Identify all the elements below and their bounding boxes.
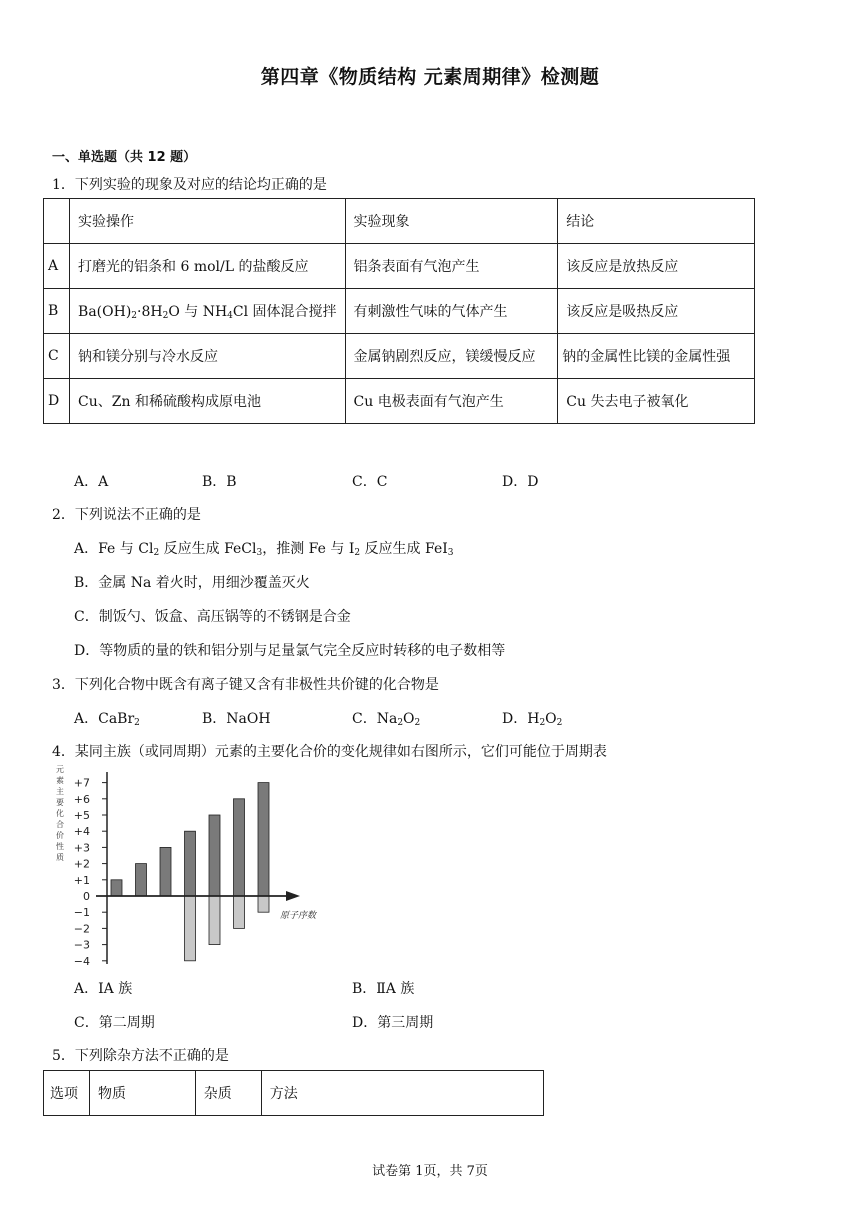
y-tick-label: +3 (73, 841, 90, 855)
y-tick-label: 0 (83, 890, 90, 903)
table-header-cell: 选项 (44, 1071, 90, 1116)
question-1-table (43, 198, 755, 424)
section-heading: 一、单选题（共 12 题） (52, 150, 197, 165)
y-axis-label-char: 要 (56, 798, 64, 807)
q2-option-d[interactable]: D．等物质的量的铁和铝分别与足量氯气完全反应时转移的电子数相等 (74, 643, 506, 659)
bar-negative-valence (234, 896, 245, 928)
bar-negative-valence (209, 896, 220, 945)
table-cell: 有刺激性气味的气体产生 (345, 289, 558, 334)
y-axis-label-char: 质 (56, 853, 64, 862)
table-cell: $Ba(OH)_2\cdot 8H_2O$ 与 $NH_4Cl$ 固体混合搅拌 (70, 289, 346, 334)
table-cell: 该反应是放热反应 (558, 244, 755, 289)
y-axis-label-char: 性 (56, 842, 64, 851)
table-header-row (44, 1071, 544, 1116)
page-title: 第四章《物质结构 元素周期律》检测题 (260, 66, 600, 88)
table-cell (44, 199, 70, 244)
table-cell: 该反应是吸热反应 (558, 289, 755, 334)
q4-option-c[interactable]: C．第二周期 (74, 1015, 155, 1031)
bars (111, 783, 269, 961)
table-row (44, 334, 755, 379)
bar-positive-valence (111, 880, 122, 896)
q3-option-b[interactable]: B．NaOH (202, 711, 271, 727)
y-axis-label-char: 价 (56, 831, 64, 840)
q4-option-b[interactable]: B．ⅡA 族 (352, 981, 415, 997)
question-2-stem: 2．下列说法不正确的是 (52, 507, 201, 523)
q1-option-c[interactable]: C．C (352, 474, 388, 490)
x-axis-arrow (286, 891, 300, 901)
q3-option-c[interactable]: C．$Na_2O_2$ (352, 711, 421, 728)
table-row (44, 379, 755, 424)
valence-chart (48, 762, 338, 972)
question-4-stem: 4．某同主族（或同周期）元素的主要化合价的变化规律如右图所示，它们可能位于周期表 (52, 744, 607, 760)
q3-option-d[interactable]: D．$H_2O_2$ (502, 711, 563, 728)
table-header-cell: 物质 (89, 1071, 195, 1116)
table-cell: Cu 电极表面有气泡产生 (345, 379, 558, 424)
y-axis-label (56, 765, 64, 862)
y-tick-label: +5 (73, 809, 90, 822)
table-header-cell: 结论 (558, 199, 755, 244)
bar-positive-valence (234, 799, 245, 896)
q1-option-a[interactable]: A．A (74, 474, 109, 490)
q4-option-d[interactable]: D．第三周期 (352, 1015, 434, 1031)
table-cell: 钠的金属性比镁的金属性强 (558, 334, 755, 379)
table-cell: 铝条表面有气泡产生 (345, 244, 558, 289)
table-header-cell: 方法 (261, 1071, 543, 1116)
bar-positive-valence (209, 815, 220, 896)
y-axis-label-char: 合 (56, 820, 64, 829)
table-header-cell: 实验操作 (70, 199, 346, 244)
table-header-row (44, 199, 755, 244)
bar-positive-valence (136, 864, 147, 896)
x-axis-label: 原子序数 (280, 911, 317, 921)
page-footer: 试卷第 1页，共 7页 (372, 1164, 488, 1179)
table-cell: 钠和镁分别与冷水反应 (70, 334, 346, 379)
table-row (44, 289, 755, 334)
bar-negative-valence (185, 896, 196, 961)
table-cell: Cu 失去电子被氧化 (558, 379, 755, 424)
y-tick-label: +6 (73, 792, 90, 806)
bar-positive-valence (160, 847, 171, 896)
row-label: D (44, 379, 70, 424)
bar-positive-valence (185, 831, 196, 896)
q4-option-a[interactable]: A．ⅠA 族 (74, 981, 133, 997)
row-label: A (44, 244, 70, 289)
y-tick-label: −2 (73, 922, 90, 936)
y-axis-label-char: 素 (56, 776, 64, 785)
question-3-stem: 3．下列化合物中既含有离子键又含有非极性共价键的化合物是 (52, 677, 439, 693)
table-row (44, 244, 755, 289)
y-tick-label: +4 (73, 825, 90, 839)
q3-option-a[interactable]: A．CaBr$_2$ (74, 711, 140, 728)
question-5-stem: 5．下列除杂方法不正确的是 (52, 1048, 229, 1064)
y-tick-label: −4 (73, 954, 90, 968)
q2-option-b[interactable]: B．金属 Na 着火时，用细沙覆盖灭火 (74, 575, 310, 591)
y-tick-label: +1 (73, 873, 90, 887)
y-tick-label: +7 (73, 776, 90, 790)
q1-option-b[interactable]: B．B (202, 474, 237, 490)
y-axis-label-char: 主 (56, 787, 64, 796)
y-axis-label-char: 元 (56, 765, 64, 774)
bar-positive-valence (258, 783, 269, 896)
table-cell: Cu、Zn 和稀硫酸构成原电池 (70, 379, 346, 424)
table-cell: 打磨光的铝条和 6 mol/L 的盐酸反应 (70, 244, 346, 289)
q2-option-a[interactable]: A．Fe 与 $Cl_2$ 反应生成 FeCl$_3$，推测 Fe 与 $I_2$ 反应生成 FeI$_3$ (74, 541, 454, 558)
table-header-cell: 实验现象 (345, 199, 558, 244)
y-axis-label-char: 化 (56, 809, 64, 818)
question-1-stem: 1．下列实验的现象及对应的结论均正确的是 (52, 177, 327, 193)
question-5-table (43, 1070, 544, 1116)
y-tick-label: +2 (73, 857, 90, 871)
y-tick-label: −1 (73, 906, 90, 920)
q2-option-c[interactable]: C．制饭勺、饭盒、高压锅等的不锈钢是合金 (74, 609, 351, 625)
table-header-cell: 杂质 (195, 1071, 261, 1116)
q1-option-d[interactable]: D．D (502, 474, 539, 490)
y-tick-labels (74, 777, 107, 968)
row-label: C (44, 334, 70, 379)
bar-negative-valence (258, 896, 269, 912)
y-tick-label: −3 (73, 938, 90, 952)
table-cell: 金属钠剧烈反应，镁缓慢反应 (345, 334, 558, 379)
row-label: B (44, 289, 70, 334)
